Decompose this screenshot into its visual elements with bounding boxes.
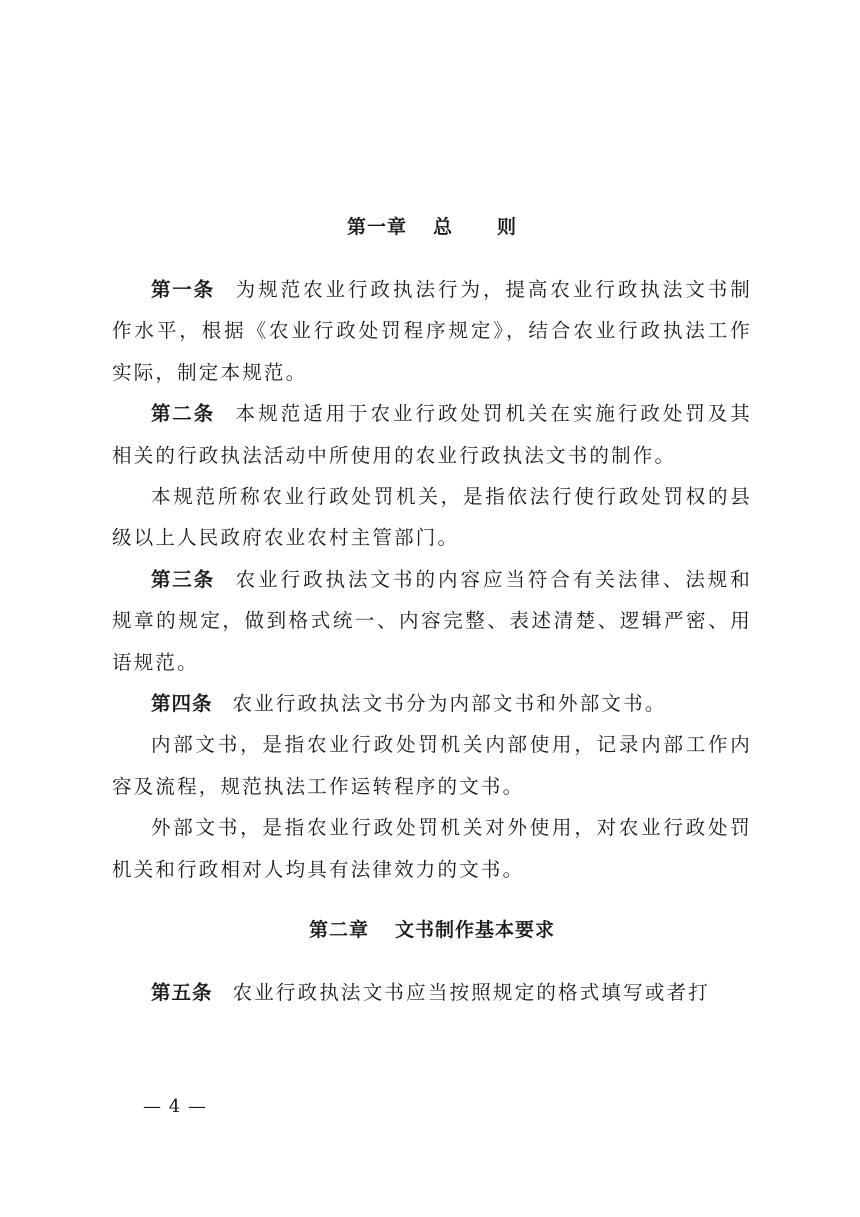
chapter-1-title-a: 总: [432, 216, 453, 238]
article-2: [112, 393, 752, 476]
article-number: 第二条: [151, 402, 215, 426]
chapter-1-label: 第一章: [346, 216, 407, 238]
article-text: 外部文书，是指农业行政处罚机关对外使用，对农业行政处罚机关和行政相对人均具有法律效力的文书。: [112, 816, 752, 881]
article-text: 农业行政执法文书分为内部文书和外部文书。: [232, 692, 667, 716]
chapter-1-title-b: 则: [497, 216, 518, 238]
chapter-2-title: 文书制作基本要求: [395, 919, 556, 942]
article-number: 第四条: [151, 692, 213, 716]
page-number: — 4 —: [143, 1096, 207, 1117]
article-4-paragraph-2: [112, 724, 752, 807]
article-number: 第三条: [151, 567, 215, 591]
article-text: 本规范适用于农业行政处罚机关在实施行政处罚及其相关的行政执法活动中所使用的农业行政执法文书的制作。: [112, 402, 752, 467]
article-text: 内部文书，是指农业行政处罚机关内部使用，记录内部工作内容及流程，规范执法工作运转程序的文书。: [112, 733, 752, 798]
chapter-2-label: 第二章: [308, 919, 369, 942]
article-3: [112, 559, 752, 683]
chapter-2-heading: [112, 910, 752, 950]
article-text: 为规范农业行政执法行为，提高农业行政执法文书制作水平，根据《农业行政处罚程序规定》，结合农业行政执法工作实际，制定本规范。: [112, 278, 752, 384]
document-body: [112, 207, 752, 1014]
article-2-paragraph-2: [112, 476, 752, 559]
article-1: [112, 269, 752, 393]
article-text: 本规范所称农业行政处罚机关，是指依法行使行政处罚权的县级以上人民政府农业农村主管部门。: [112, 485, 752, 550]
article-5: [112, 972, 752, 1013]
article-4-paragraph-3: [112, 807, 752, 890]
chapter-1-heading: [112, 207, 752, 247]
article-text: 农业行政执法文书应当按照规定的格式填写或者打: [232, 981, 710, 1005]
article-number: 第五条: [151, 981, 213, 1005]
article-number: 第一条: [151, 278, 215, 301]
article-4: [112, 683, 752, 724]
article-text: 农业行政执法文书的内容应当符合有关法律、法规和规章的规定，做到格式统一、内容完整、表述清楚、逻辑严密、用语规范。: [112, 567, 752, 674]
